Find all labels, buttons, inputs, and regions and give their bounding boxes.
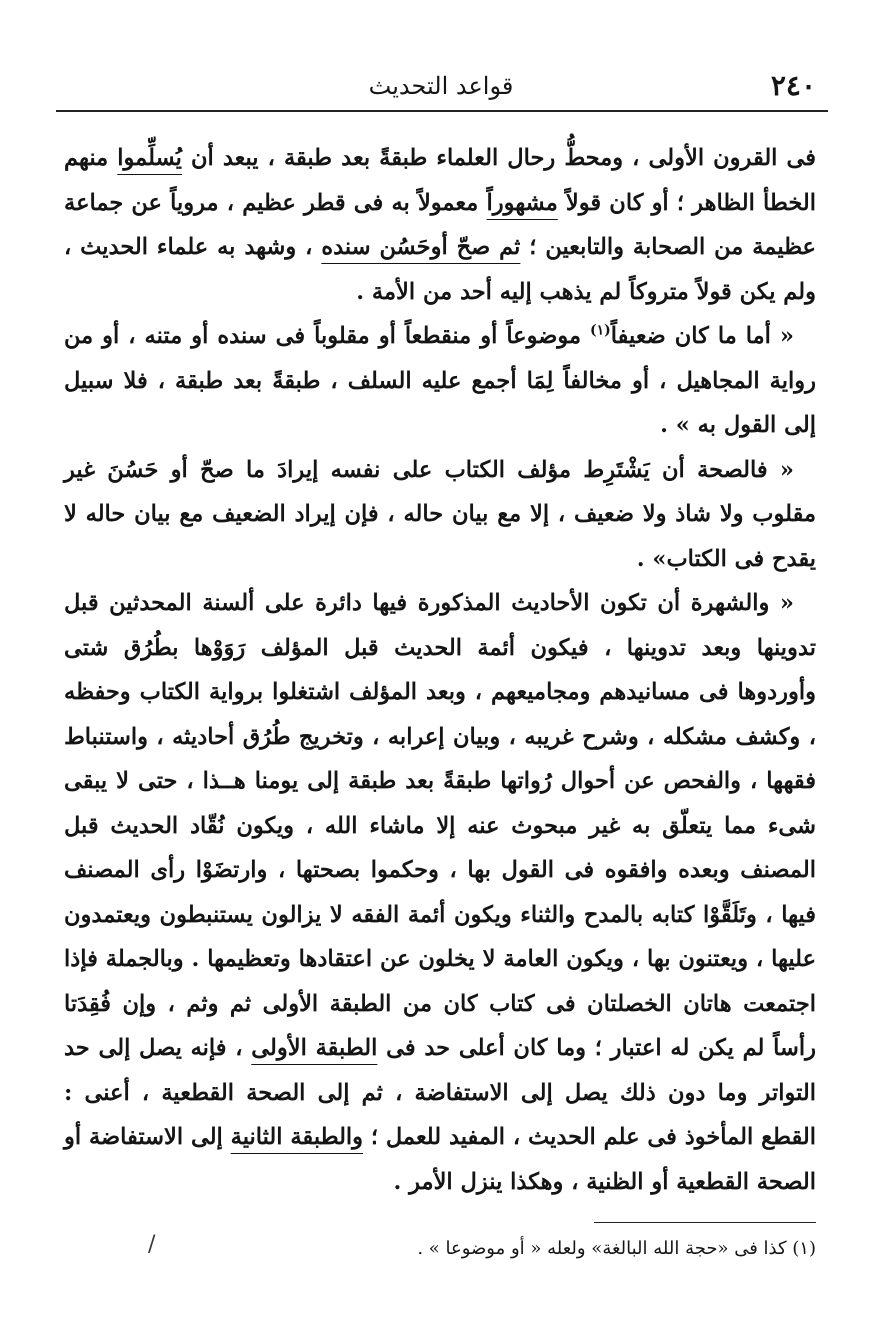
footnote-marker: (١)	[590, 322, 611, 339]
underlined-text: والطبقة الثانية	[230, 1124, 364, 1150]
paragraph-1	[64, 136, 816, 314]
text-run: معمولاً به فى قطر عظيم ، مروياً عن جماعة عظيمة من الصحابة والتابعين ؛	[64, 189, 816, 260]
footnote: (١) كذا فى «حجة الله البالغة» ولعله « أو موضوعا » .	[417, 1238, 816, 1259]
underlined-text: يُسلِّموا	[117, 145, 182, 171]
text-run: ، فإنه يصل إلى حد التواتر وما دون ذلك يصل إلى الاستفاضة ، ثم إلى الصحة القطعية ، أعنى : القطع المأخوذ فى علم الحديث ، المفيد للعمل ؛	[64, 1035, 816, 1150]
text-run: موضوعاً أو منقطعاً أو مقلوباً فى سنده أو متنه ، أو من رواية المجاهيل ، أو مخالفاً لِمَا أجمع عليه السلف ، طبقةً بعد طبقة ، فلا سبيل إلى القول به » .	[64, 323, 816, 438]
text-run: ، وشهد به علماء الحديث ، ولم يكن قولاً متروكاً لم يذهب إليه أحد من الأمة .	[64, 234, 816, 305]
page-header	[56, 68, 826, 108]
footnote-rule	[594, 1222, 816, 1223]
text-run: منهم الخطأ الظاهر ؛ أو كان قولاً	[64, 145, 816, 216]
text-run: فى القرون الأولى ، ومحطُّ رحال العلماء طبقةً بعد طبقة ، يبعد أن	[181, 145, 817, 171]
underlined-text: مشهوراً	[486, 189, 558, 216]
paragraph-4	[64, 581, 816, 1204]
header-rule	[56, 110, 828, 112]
paragraph-3: « فالصحة أن يَشْتَرِط مؤلف الكتاب على نفسه إيرادَ ما صحّ أو حَسُنَ غير مقلوب ولا شاذ ولا ضعيف ، إلا مع بيان حاله ، فإن إيراد الضعيف مع بيان حاله لا يقدح فى الكتاب» .	[64, 456, 816, 572]
underlined-text: ثم صحّ أوحَسُن سنده	[321, 234, 521, 260]
body-text	[64, 136, 816, 1204]
page-number: ٢٤٠	[770, 69, 816, 102]
text-run: « والشهرة أن تكون الأحاديث المذكورة فيها دائرة على ألسنة المحدثين قبل تدوينها وبعد تدوينها ، فيكون أئمة الحديث قبل المؤلف رَوَوْها بطُرُق شتى وأوردوها فى مسانيدهم ومجاميعهم ، وبعد المؤلف اشتغلوا برواية الكتاب وحفظه ، وكشف مشكله ، وشرح غريبه ، وبيان إعرابه ، وتخريج طُرُق أحاديثه ، واستنباط فقهها ، والفحص عن أحوال رُواتها طبقةً بعد طبقة إلى يومنا هــذا ، حتى لا يبقى شىء مما يتعلّق به غير مبحوث عنه إلا ماشاء الله ، ويكون نُقّاد الحديث قبل المصنف وبعده وافقوه فى القول بها ، وحكموا بصحتها ، وارتضَوْا رأى المصنف فيها ، وتَلَقَّوْا كتابه بالمدح والثناء ويكون أئمة الفقه لا يزالون يستنبطون ويعتمدون عليها ، ويعتنون بها ، ويكون العامة لا يخلون عن اعتقادها وتعظيمها . وبالجملة فإذا اجتمعت هاتان الخصلتان فى كتاب كان من الطبقة الأولى ثم وثم ، وإن فُقِدَتا رأساً لم يكن له اعتبار ؛ وما كان أعلى حد فى	[64, 590, 816, 1061]
text-run: « أما ما كان ضعيفاً	[610, 323, 794, 349]
margin-pen-mark: /	[148, 1232, 156, 1257]
underlined-text: الطبقة الأولى	[251, 1035, 378, 1061]
text-run: إلى الاستفاضة أو الصحة القطعية أو الظنية ، وهكذا ينزل الأمر .	[64, 1124, 816, 1195]
paragraph-2	[64, 314, 816, 448]
running-title: قواعد التحديث	[368, 72, 514, 100]
